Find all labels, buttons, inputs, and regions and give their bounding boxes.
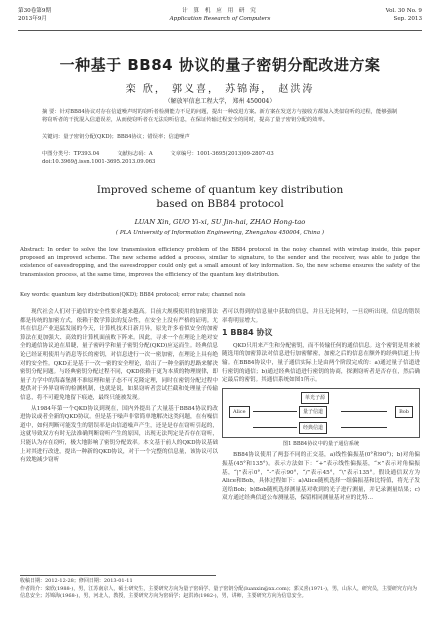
figure-1: [222, 388, 420, 438]
figure-box-quantum-channel: 量子信道: [299, 406, 327, 419]
body-paragraph: BB84协议使用了两套不同的正交基，a)线性偏振基(0°和90°)；b)对角偏振基(45°和135°)。表示方法如下：“+”表示线性偏振基，“×”表示对角偏振基，“|”表示0°，“-”表示90°，“/”表示45°，“\”表示135°。假设通信双方为Alice和Bob，具体过程如下：a)Alice随机选择一组偏振基和比特值，将光子发送给Bob；b)Bob随机选择测量基对收到的光子进行测量，并记录测量结果；c)双方通过经典信道公布测量基，保留相同测量基对应的比特…: [222, 452, 420, 502]
figure-box-source: 单光子源: [301, 392, 329, 405]
journal-name-en: Application Research of Computers: [169, 16, 271, 22]
paper-title-en: [0, 183, 440, 211]
body-paragraph: 者可以得到的信息量中获取的信息，并且无论何时，一旦窃听出现，信息的错误率将明显增大。: [222, 309, 420, 324]
figure-box-bob: Bob: [395, 406, 413, 419]
body-column-left: [20, 308, 218, 467]
figure-connector: [341, 411, 387, 412]
body-paragraph: 从1984年第一个QKD协议到现在，国内外提出了大量基于BB84协议的改进协议或者全新的QKD协议。但是基于噪声非常简单地解决这类问题，在有噪信道中，如何判断可能发生的错误率是由信道噪声产生，还是是存在窃听引起的，这就导致双方有时无法准确判断窃听产生的原因，出现无法判定是否存在窃听，只能认为存在窃听，极大地影响了密钥分配效率。本文基于前人的QKD协议基础上对其进行改进，提出一种新的QKD协议，对于一个完整的信息量，该协议可以有效地减少窃听: [20, 405, 218, 464]
authors-en: LUAN Xin, GUO Yi-xi, SU Jin-hai, ZHAO Hong-tao: [134, 218, 306, 226]
body-column-right: [222, 308, 420, 505]
figure-caption: 图1 BB84协议中的量子通信系统: [282, 440, 360, 447]
abstract-en: Abstract: In order to solve the low transmission efficiency problem of the BB84 protocol in the noisy channel with wiretap inside, this paper proposed an improved scheme. The new scheme added a process, similar to signature, to the sender and the receiver, was able to judge the existence of eavesdropping, and the eavesdropper could only get a small amount of key information. So, the new scheme ensures the safety of the transmission process, at the same time, improves the efficiency of the quantum key distribution.: [20, 247, 420, 278]
header-date-en: Sep. 2013: [393, 16, 422, 22]
figure-box-classical-channel: 经典信道: [299, 422, 327, 435]
keywords-cn: 关键词：量子密钥分配(QKD)；BB84协议；错误率；信道噪声: [42, 134, 190, 140]
footnote-rule: [20, 575, 216, 576]
paper-title-en-line1: Improved scheme of quantum key distribution: [96, 184, 344, 196]
header-right: [386, 7, 422, 23]
figure-box-alice: Alice: [229, 406, 250, 419]
keywords-en: Key words: quantum key distribution(QKD); BB84 protocol; error rate; channel nois: [20, 292, 246, 298]
affiliation-cn: （解放军信息工程大学， 郑州 450004）: [164, 98, 276, 105]
abstract-cn: 摘 要：针对BB84协议对存在信道噪声时的窃听者检测能力不足的问题，提出一种改进方案。新方案在发送方与接收方都加入类似窃听的过程，能够强制将窃听者的干扰混入信道误差，从而使窃听者在无法窃听信息，在保证传输过程安全的同时，提高了量子密钥分配的效率。: [42, 109, 398, 124]
article-metadata: [42, 150, 398, 166]
authors-cn: 栾 欣， 郭义喜， 苏锦海， 赵洪涛: [125, 84, 315, 95]
header-center: [18, 7, 422, 23]
section-heading: 1 BB84 协议: [222, 328, 273, 338]
figure-connector: [341, 427, 387, 428]
journal-name-cn: 计 算 机 应 用 研 究: [182, 8, 258, 14]
paper-title-en-line2: based on BB84 protocol: [156, 198, 284, 210]
running-header: [18, 6, 422, 31]
figure-connector: [253, 411, 297, 412]
document-code: 文献标志码：A: [117, 151, 153, 157]
figure-connector: [253, 427, 297, 428]
clc-number: 中图分类号：TP393.04: [42, 151, 100, 157]
header-date: 2013年9月: [18, 16, 47, 22]
body-paragraph: 现代社会人们对于通信的安全性要求越来越高。目前大规模使用的加密算法都是传统的加密方式，依赖于数学算法的复杂性，在安全上没有严格的证明。尤其在信息产业迅猛发展的今天，计算机技术日新月异，原先许多看似安全的加密算法在更加强大、高效的计算机面前败下阵来。因此，寻求一个在理论上绝对安全的通信协议迫在眉睫，量子密码学和量子密钥分配(QKD)应运而生。经典信息论已经证明使用与消息等长的密钥，对信息进行一次一密加密，在理论上具有绝对的安全性。QKD正是基于一次一密的安全理论，给出了一种全新的思路来解决密钥分配问题。与经典密钥分配过程不同，QKD依赖于更为本质的物理规律，即量子力学中的海森堡测不准原理和量子态不可克隆定理，同时在密钥分配过程中提供对于外界窃听的检测机制，也就是说，如果窃听者尝试拦截和处理量子传输信息，将不可避免地留下痕迹，最终只能被发现。: [20, 309, 218, 401]
header-volume: 第30卷第9期: [18, 8, 52, 14]
article-number: 文章编号：1001-3695(2013)09-2807-03: [170, 151, 274, 157]
paper-title-cn: 一种基于 BB84 协议的量子密钥分配改进方案: [59, 56, 381, 74]
body-paragraph: QKD只用来产生和分配密钥，而不传输任何的通信信息。这个密钥是用来被随选用的加密算法对信息进行加密解密，加密之后的信息在额外的经典信道上传输。在BB84协议中，量子通信实际上是由两个阶段完成的：a)通过量子信道进行密钥的通信；b)通过经典信道进行密钥的协商，探测窃听者是否存在，然后确定最后的密钥。其通信系统如图1所示。: [222, 342, 420, 384]
doi: doi:10.3969/j.issn.1001-3695.2013.09.063: [42, 159, 156, 166]
footnote: 收稿日期：2012-12-28；修回日期：2013-01-11 作者简介：栾欣(1988-)，男，江苏南京人，硕士研究生，主要研究方向为量子密码学、量子密钥分配(luanxin@xx.com)；郭义喜(1971-)，男，山东人，研究员，主要研究方向为信息安全；苏锦海(1968-)，男，河北人，教授，主要研究方向为密码学；赵洪涛(1982-)，男，讲师，主要研究方向为信息安全。: [20, 578, 417, 599]
affiliation-en: ( PLA University of Information Engineering, Zhengzhou 450004, China ): [115, 230, 325, 236]
header-volume-en: Vol. 30 No. 9: [385, 8, 422, 14]
